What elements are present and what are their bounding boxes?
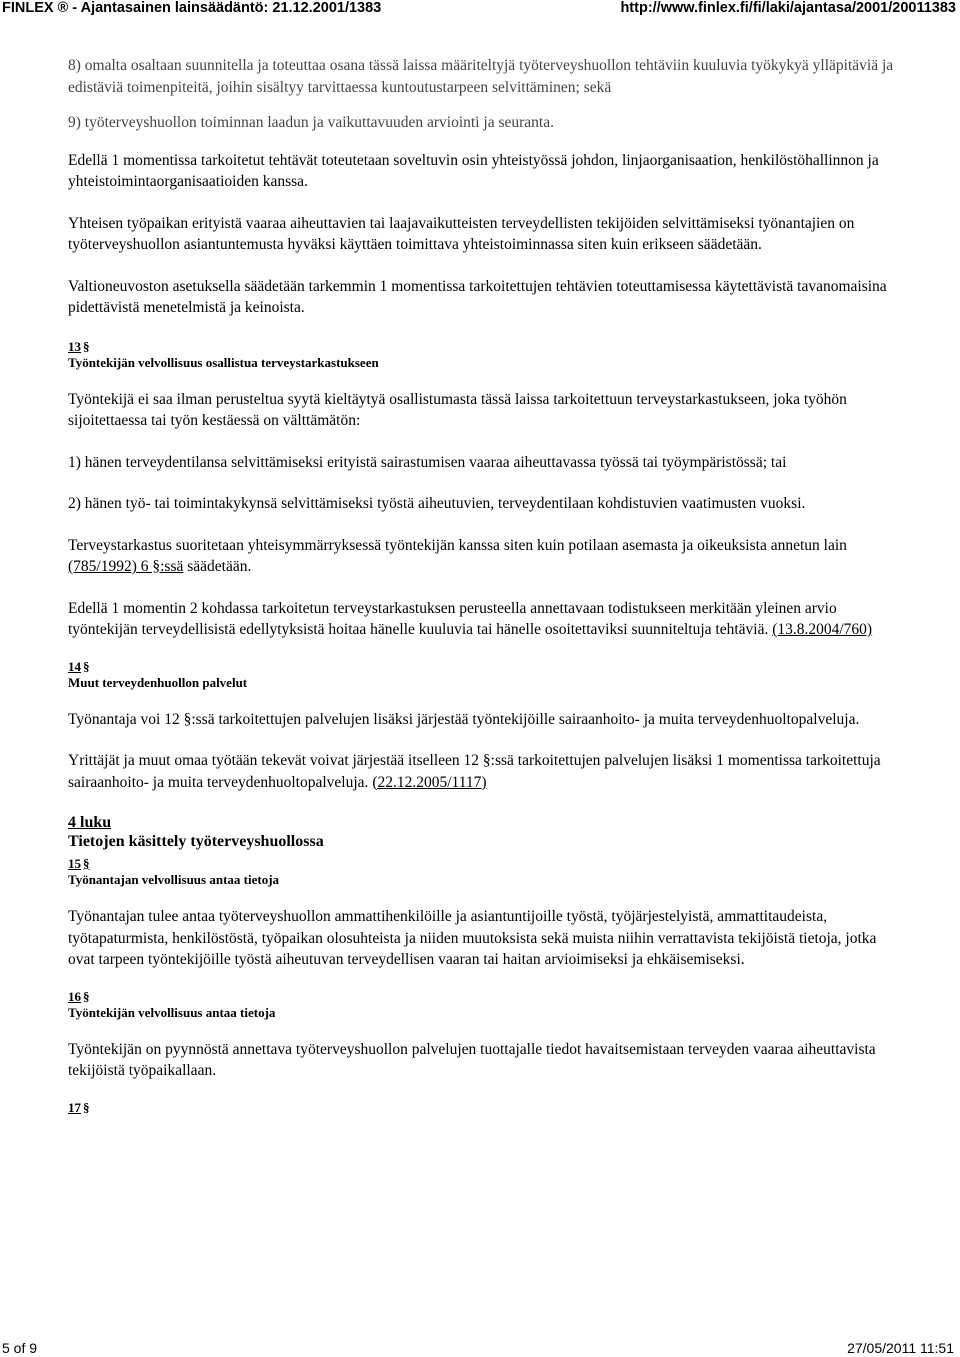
- document-body: [68, 55, 898, 1116]
- section-15-link[interactable]: 15: [68, 856, 81, 871]
- section-17-link[interactable]: 17: [68, 1099, 81, 1115]
- page-header: [0, 0, 960, 22]
- section-13-paragraph-2-text: Terveystarkastus suoritetaan yhteisymmärryksessä työntekijän kanssa siten kuin potilaan asemasta ja oikeuksista annetun lain: [68, 536, 847, 554]
- paragraph-edella: Edellä 1 momentissa tarkoitetut tehtävät toteutetaan soveltuvin osin yhteistyössä johdon, linjaorganisaation, henkilöstöhallinnon ja yhteistoimintaorganisaatioiden kanssa.: [68, 151, 879, 190]
- section-14-symbol: §: [83, 658, 90, 674]
- list-item-8: 8) omalta osaltaan suunnitella ja toteuttaa osana tässä laissa määriteltyjä työterveyshuollon tehtäviin kuuluvia työkykyä ylläpitäviä ja edistäviä toimenpiteitä, joihin sisältyy tarvittaessa kuntoutustarpeen selvittäminen; sekä: [68, 57, 894, 96]
- section-15-symbol: §: [83, 856, 90, 871]
- section-14-heading: [68, 659, 898, 675]
- section-15-title: Työnantajan velvollisuus antaa tietoja: [68, 872, 280, 887]
- section-13-link[interactable]: 13: [68, 338, 81, 354]
- page-footer: [0, 1338, 960, 1357]
- header-title: FINLEX ® - Ajantasainen lainsäädäntö: 21.12.2001/1383: [2, 0, 382, 16]
- section-13-item-2: 2) hänen työ- tai toimintakykynsä selvittämiseksi työstä aiheutuvien, terveydentilaan kohdistuvien vaatimusten vuoksi.: [68, 495, 806, 512]
- chapter-4-heading: [68, 813, 898, 832]
- chapter-4-link[interactable]: 4 luku: [68, 814, 112, 831]
- amendment-link-2004-760[interactable]: (13.8.2004/760): [772, 621, 873, 638]
- amendment-link-2005-1117[interactable]: (22.12.2005/1117): [372, 773, 487, 791]
- section-17-symbol: §: [83, 1099, 90, 1115]
- section-15-heading: [68, 856, 898, 872]
- section-14-paragraph-2: [68, 750, 898, 793]
- section-13-heading: [68, 339, 898, 355]
- section-16-title: Työntekijän velvollisuus antaa tietoja: [68, 1004, 276, 1020]
- section-16-paragraph-1: Työntekijän on pyynnöstä annettava työterveyshuollon palvelujen tuottajalle tiedot havaitsemistaan terveyden vaaraa aiheuttavista tekijöistä työpaikallaan.: [68, 1040, 876, 1079]
- section-13-paragraph-3-text: Edellä 1 momentin 2 kohdassa tarkoitetun terveystarkastuksen perusteella annettavaan todistukseen merkitään yleinen arvio työntekijän terveydellisistä edellytyksistä hoitaa hänelle kuuluvia tai hänelle osoitettaviksi suunniteltuja tehtäviä.: [68, 599, 837, 638]
- section-14-link[interactable]: 14: [68, 658, 81, 674]
- section-13-paragraph-1: Työntekijä ei saa ilman perusteltua syytä kieltäytyä osallistumasta tässä laissa tarkoitettuun terveystarkastukseen, joka työhön sijoitettaessa tai työn kestäessä on välttämätön:: [68, 390, 847, 429]
- section-17-heading: [68, 1100, 898, 1116]
- section-13-paragraph-2-end: säädetään.: [183, 558, 252, 575]
- list-item-9: 9) työterveyshuollon toiminnan laadun ja vaikuttavuuden arviointi ja seuranta.: [68, 114, 554, 131]
- paragraph-yhteisen: Yhteisen työpaikan erityistä vaaraa aiheuttavien tai laajavaikutteisten terveydellisten tekijöiden selvittämiseksi työnantajien on työterveyshuollon asiantuntemusta hyväksi käyttäen toimittava yhteistoiminnassa siten kuin erikseen säädetään.: [68, 214, 855, 253]
- paragraph-valtioneuvoston: Valtioneuvoston asetuksella säädetään tarkemmin 1 momentissa tarkoitettujen tehtävien toteuttamisessa käytettävistä tavanomaisina pidettävistä menetelmistä ja keinoista.: [68, 277, 887, 316]
- chapter-4-title: Tietojen käsittely työterveyshuollossa: [68, 833, 324, 850]
- section-13-paragraph-3: [68, 598, 898, 641]
- print-timestamp: 27/05/2011 11:51: [847, 1340, 954, 1356]
- section-13-title: Työntekijän velvollisuus osallistua terveystarkastukseen: [68, 354, 379, 370]
- header-url[interactable]: http://www.finlex.fi/fi/laki/ajantasa/2001/20011383: [620, 0, 956, 16]
- section-16-symbol: §: [83, 988, 90, 1004]
- section-13-paragraph-2: [68, 535, 898, 578]
- section-16-heading: [68, 989, 898, 1005]
- section-14-paragraph-1: Työnantaja voi 12 §:ssä tarkoitettujen palvelujen lisäksi järjestää työntekijöille sairaanhoito- ja muita terveydenhuoltopalveluja.: [68, 710, 860, 728]
- section-13-item-1: 1) hänen terveydentilansa selvittämiseksi erityistä sairastumisen vaaraa aiheuttavassa työssä tai työympäristössä; tai: [68, 453, 787, 471]
- section-14-title: Muut terveydenhuollon palvelut: [68, 674, 248, 690]
- section-14-paragraph-2-text: Yrittäjät ja muut omaa työtään tekevät voivat järjestää itselleen 12 §:ssä tarkoitettujen palvelujen lisäksi 1 momentissa tarkoitettuja sairaanhoito- ja muita terveydenhuoltopalveluja.: [68, 752, 881, 791]
- section-16-link[interactable]: 16: [68, 988, 81, 1004]
- law-reference-link[interactable]: (785/1992) 6 §:ssä: [68, 558, 184, 575]
- section-15-paragraph-1: Työnantajan tulee antaa työterveyshuollon ammattihenkilöille ja asiantuntijoille työstä, työjärjestelyistä, ammattitaudeista, työtapaturmista, henkilöstöstä, työpaikan olosuhteista ja niiden muutoksista sekä muista niihin verrattavista tekijöistä tietoja, jotka ovat tarpeen työntekijöille työstä aiheutuvan terveydellisen vaaran tai haitan arvioimiseksi ja ehkäisemiseksi.: [68, 908, 877, 968]
- page-count: 5 of 9: [2, 1340, 38, 1356]
- section-13-symbol: §: [83, 338, 90, 354]
